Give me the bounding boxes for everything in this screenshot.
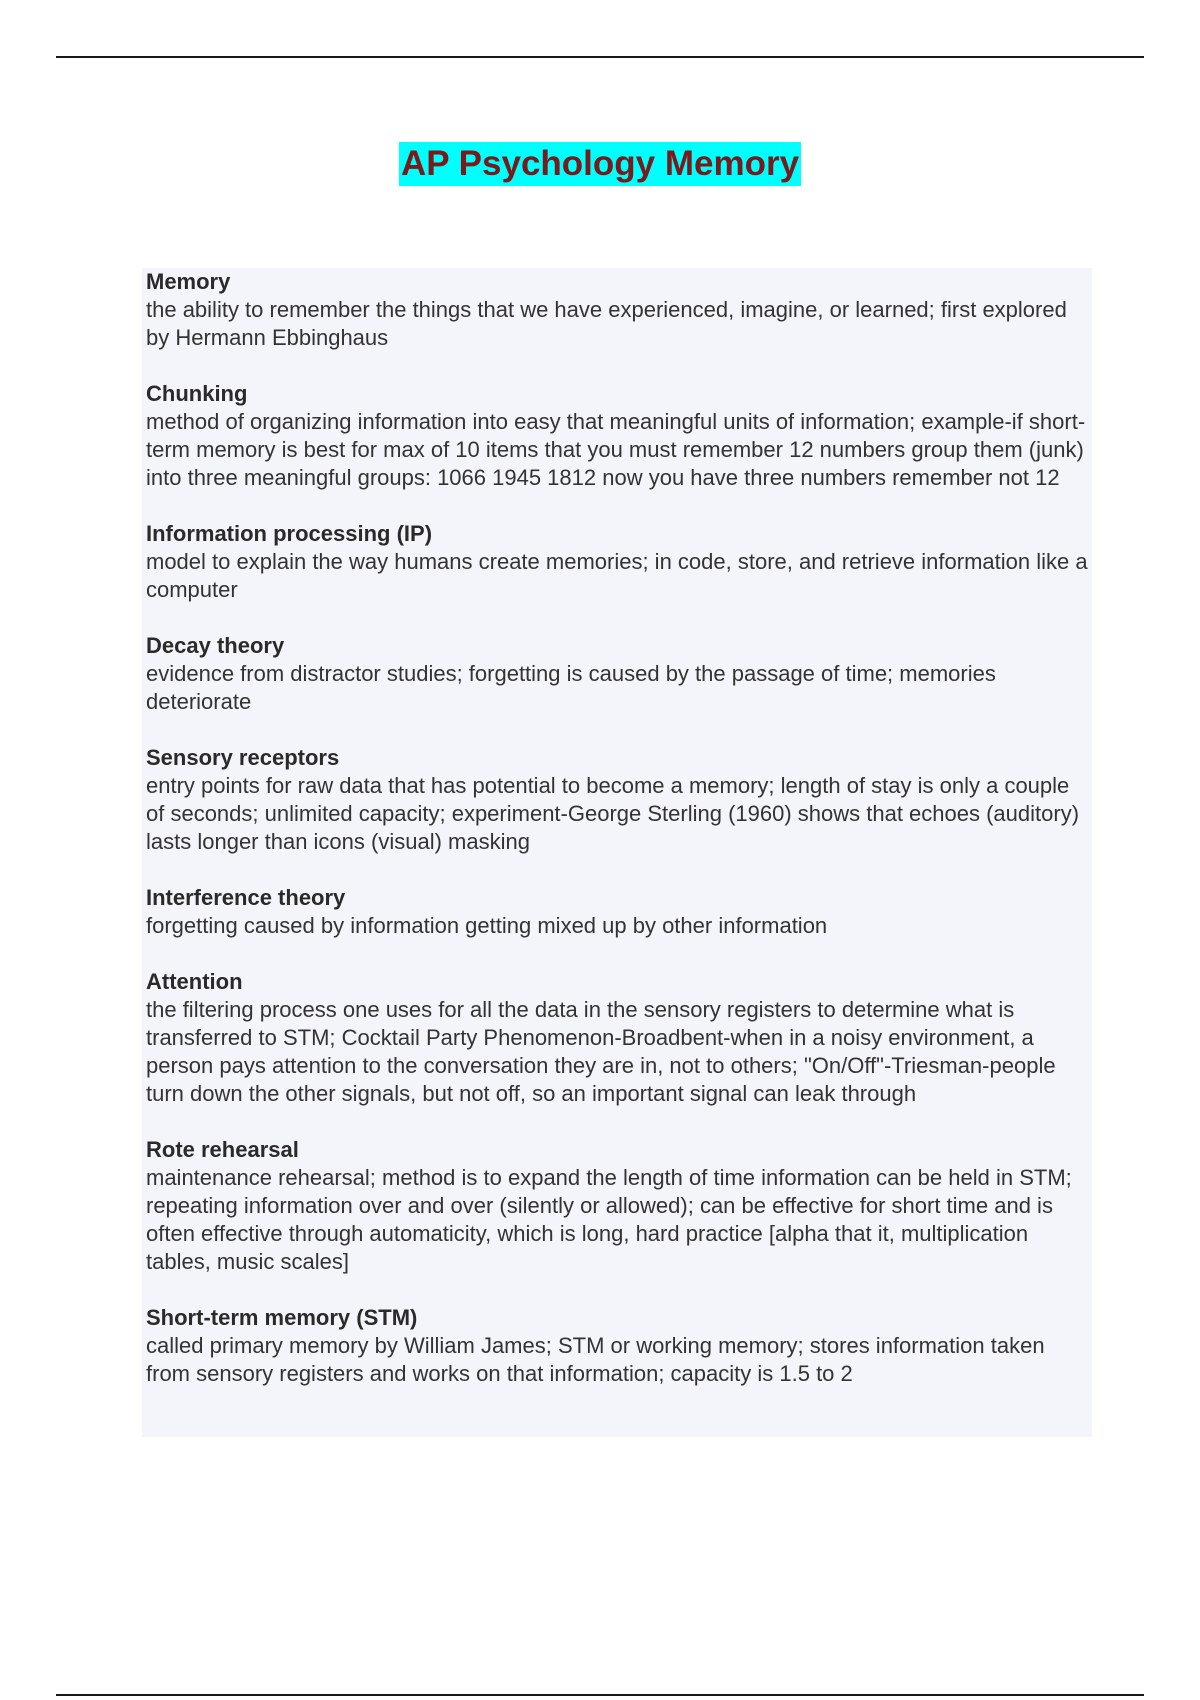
page-title: AP Psychology Memory — [399, 142, 801, 186]
term-label: Memory — [146, 269, 231, 294]
definition-text: the ability to remember the things that we have experienced, imagine, or learned; first explored by Hermann Ebbinghaus — [146, 297, 1067, 350]
flashcard-entry — [146, 632, 1088, 716]
definition-text: method of organizing information into easy that meaningful units of information; example-if short-term memory is best for max of 10 items that you must remember 12 numbers group them (junk) into three meaningful groups: 1066 1945 1812 now you have three numbers remember not 12 — [146, 409, 1086, 490]
flashcard-entry — [146, 968, 1088, 1108]
flashcard-entry — [146, 380, 1088, 492]
term-label: Sensory receptors — [146, 745, 340, 770]
definition-text: the filtering process one uses for all the data in the sensory registers to determine what is transferred to STM; Cocktail Party Phenomenon-Broadbent-when in a noisy environment, a person pays attention to the conversation they are in, not to others; "On/Off"-Triesman-people turn down the other signals, but not off, so an important signal can leak through — [146, 997, 1056, 1106]
top-divider — [56, 56, 1144, 58]
term-label: Information processing (IP) — [146, 521, 433, 546]
definition-text: forgetting caused by information getting mixed up by other information — [146, 913, 828, 938]
term-label: Short-term memory (STM) — [146, 1305, 418, 1330]
term-label: Decay theory — [146, 633, 285, 658]
bottom-divider — [56, 1694, 1144, 1696]
term-label: Chunking — [146, 381, 248, 406]
term-label: Rote rehearsal — [146, 1137, 299, 1162]
flashcard-entry — [146, 1304, 1088, 1388]
definition-text: entry points for raw data that has potential to become a memory; length of stay is only a couple of seconds; unlimited capacity; experiment-George Sterling (1960) shows that echoes (auditory) lasts longer than icons (visual) masking — [146, 773, 1080, 854]
flashcard-entry — [146, 268, 1088, 352]
title-container — [0, 142, 1200, 186]
definition-text: called primary memory by William James; STM or working memory; stores information taken from sensory registers and works on that information; capacity is 1.5 to 2 — [146, 1333, 1045, 1386]
flashcard-entry — [146, 520, 1088, 604]
flashcard-entry — [146, 744, 1088, 856]
flashcard-entry — [146, 884, 1088, 940]
definition-text: model to explain the way humans create memories; in code, store, and retrieve information like a computer — [146, 549, 1088, 602]
definition-text: maintenance rehearsal; method is to expand the length of time information can be held in STM; repeating information over and over (silently or allowed); can be effective for short time and is often effective through automaticity, which is long, hard practice [alpha that it, multiplication tables, music scales] — [146, 1165, 1072, 1274]
flashcard-list — [142, 268, 1092, 1437]
term-label: Attention — [146, 969, 243, 994]
definition-text: evidence from distractor studies; forgetting is caused by the passage of time; memories deteriorate — [146, 661, 996, 714]
term-label: Interference theory — [146, 885, 346, 910]
flashcard-entry — [146, 1136, 1088, 1276]
